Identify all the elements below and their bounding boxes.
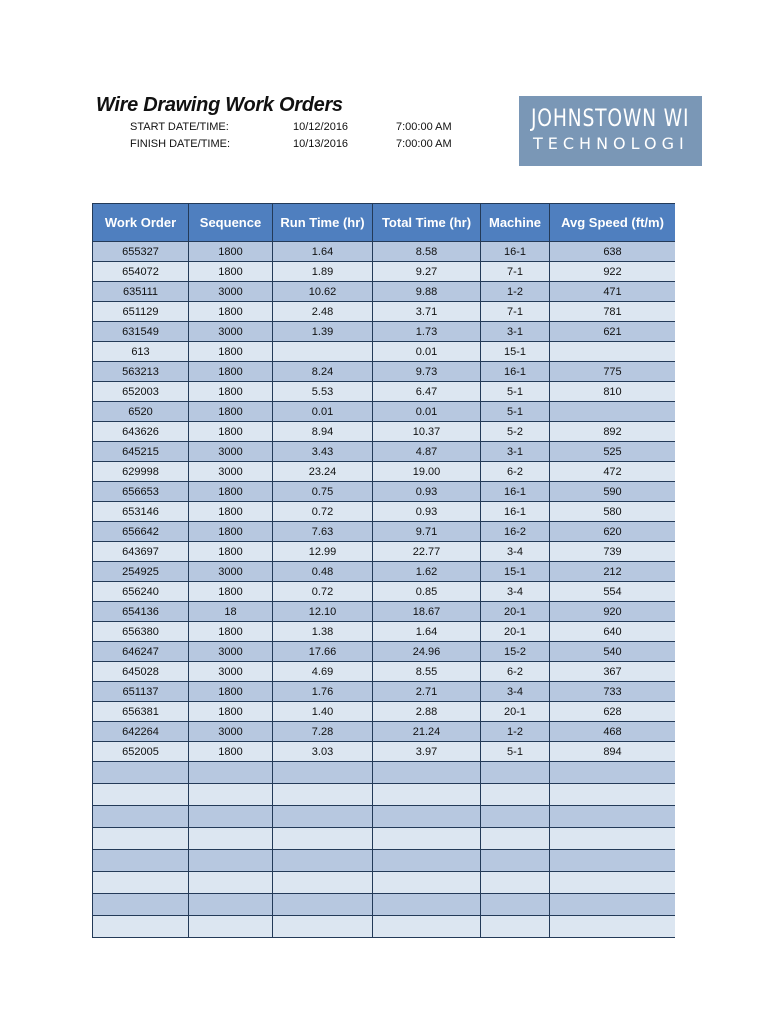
total-time-cell: 9.73 (373, 362, 481, 382)
sequence-cell: 1800 (189, 742, 273, 762)
work-orders-table (92, 203, 675, 938)
work-order-cell: 631549 (93, 322, 189, 342)
avg-speed-cell: 892 (550, 422, 676, 442)
run-time-cell (273, 342, 373, 362)
total-time-cell: 2.71 (373, 682, 481, 702)
sequence-cell: 3000 (189, 442, 273, 462)
work-order-cell: 645028 (93, 662, 189, 682)
company-logo (519, 96, 702, 166)
sequence-cell: 1800 (189, 622, 273, 642)
total-time-cell: 1.73 (373, 322, 481, 342)
avg-speed-cell: 922 (550, 262, 676, 282)
work-order-cell: 613 (93, 342, 189, 362)
total-time-cell: 9.71 (373, 522, 481, 542)
total-time-cell: 9.27 (373, 262, 481, 282)
total-time-cell: 9.88 (373, 282, 481, 302)
work-order-cell: 655327 (93, 242, 189, 262)
work-order-cell (93, 806, 189, 828)
run-time-cell: 23.24 (273, 462, 373, 482)
sequence-cell: 3000 (189, 642, 273, 662)
total-time-cell: 1.64 (373, 622, 481, 642)
machine-cell: 16-1 (481, 502, 550, 522)
machine-cell (481, 850, 550, 872)
machine-cell: 20-1 (481, 602, 550, 622)
run-time-cell: 17.66 (273, 642, 373, 662)
avg-speed-cell: 590 (550, 482, 676, 502)
sequence-cell: 1800 (189, 302, 273, 322)
work-order-cell: 656642 (93, 522, 189, 542)
table-row (93, 462, 676, 482)
avg-speed-cell: 540 (550, 642, 676, 662)
avg-speed-cell (550, 916, 676, 938)
table-row (93, 582, 676, 602)
work-order-cell: 651129 (93, 302, 189, 322)
run-time-cell (273, 784, 373, 806)
sequence-cell: 1800 (189, 422, 273, 442)
avg-speed-cell (550, 342, 676, 362)
total-time-cell: 8.55 (373, 662, 481, 682)
total-time-cell (373, 828, 481, 850)
avg-speed-cell: 781 (550, 302, 676, 322)
run-time-cell: 12.10 (273, 602, 373, 622)
work-order-cell (93, 828, 189, 850)
run-time-cell (273, 916, 373, 938)
work-order-cell: 652005 (93, 742, 189, 762)
table-row (93, 762, 676, 784)
avg-speed-cell (550, 828, 676, 850)
table-row (93, 642, 676, 662)
table-row (93, 622, 676, 642)
machine-cell: 15-1 (481, 342, 550, 362)
run-time-cell: 0.72 (273, 582, 373, 602)
sequence-cell: 1800 (189, 262, 273, 282)
machine-cell (481, 784, 550, 806)
machine-cell: 6-2 (481, 462, 550, 482)
avg-speed-cell: 775 (550, 362, 676, 382)
machine-cell: 1-2 (481, 282, 550, 302)
avg-speed-cell (550, 872, 676, 894)
run-time-cell: 0.72 (273, 502, 373, 522)
table-row (93, 682, 676, 702)
sequence-cell: 1800 (189, 242, 273, 262)
machine-cell: 15-2 (481, 642, 550, 662)
sequence-cell (189, 894, 273, 916)
total-time-cell: 22.77 (373, 542, 481, 562)
run-time-cell: 0.01 (273, 402, 373, 422)
run-time-cell: 5.53 (273, 382, 373, 402)
avg-speed-cell (550, 784, 676, 806)
avg-speed-cell: 367 (550, 662, 676, 682)
work-order-cell: 643626 (93, 422, 189, 442)
machine-cell (481, 894, 550, 916)
table-row (93, 342, 676, 362)
total-time-cell (373, 762, 481, 784)
total-time-cell: 8.58 (373, 242, 481, 262)
table-row (93, 916, 676, 938)
avg-speed-cell: 554 (550, 582, 676, 602)
run-time-cell (273, 894, 373, 916)
avg-speed-cell: 733 (550, 682, 676, 702)
machine-cell (481, 806, 550, 828)
table-body (93, 242, 676, 938)
header-avg-speed: Avg Speed (ft/m) (550, 204, 676, 242)
avg-speed-cell: 628 (550, 702, 676, 722)
table-row (93, 482, 676, 502)
run-time-cell (273, 850, 373, 872)
avg-speed-cell: 894 (550, 742, 676, 762)
run-time-cell (273, 762, 373, 784)
header-machine: Machine (481, 204, 550, 242)
total-time-cell: 0.01 (373, 402, 481, 422)
run-time-cell (273, 806, 373, 828)
sequence-cell: 1800 (189, 702, 273, 722)
machine-cell: 5-1 (481, 382, 550, 402)
work-order-cell: 642264 (93, 722, 189, 742)
sequence-cell: 1800 (189, 382, 273, 402)
total-time-cell (373, 872, 481, 894)
run-time-cell: 3.43 (273, 442, 373, 462)
sequence-cell: 1800 (189, 482, 273, 502)
table-row (93, 402, 676, 422)
finish-date: 10/13/2016 (293, 138, 349, 150)
machine-cell: 16-2 (481, 522, 550, 542)
sequence-cell: 1800 (189, 342, 273, 362)
sequence-cell (189, 828, 273, 850)
machine-cell: 5-2 (481, 422, 550, 442)
machine-cell: 15-1 (481, 562, 550, 582)
table-row (93, 242, 676, 262)
table-row (93, 302, 676, 322)
run-time-cell (273, 872, 373, 894)
work-order-cell: 653146 (93, 502, 189, 522)
machine-cell: 20-1 (481, 702, 550, 722)
avg-speed-cell (550, 402, 676, 422)
run-time-cell: 2.48 (273, 302, 373, 322)
work-order-cell: 254925 (93, 562, 189, 582)
sequence-cell: 1800 (189, 502, 273, 522)
sequence-cell: 3000 (189, 282, 273, 302)
total-time-cell: 1.62 (373, 562, 481, 582)
total-time-cell: 3.71 (373, 302, 481, 322)
run-time-cell: 12.99 (273, 542, 373, 562)
machine-cell (481, 828, 550, 850)
machine-cell: 5-1 (481, 402, 550, 422)
avg-speed-cell: 472 (550, 462, 676, 482)
total-time-cell: 0.93 (373, 502, 481, 522)
table-row (93, 602, 676, 622)
machine-cell: 7-1 (481, 302, 550, 322)
total-time-cell (373, 916, 481, 938)
sequence-cell: 1800 (189, 682, 273, 702)
work-order-cell: 629998 (93, 462, 189, 482)
sequence-cell: 3000 (189, 662, 273, 682)
run-time-cell: 1.39 (273, 322, 373, 342)
sequence-cell (189, 872, 273, 894)
total-time-cell: 18.67 (373, 602, 481, 622)
total-time-cell: 19.00 (373, 462, 481, 482)
total-time-cell: 3.97 (373, 742, 481, 762)
table-row (93, 382, 676, 402)
total-time-cell: 0.85 (373, 582, 481, 602)
table-row (93, 562, 676, 582)
finish-label: FINISH DATE/TIME: (130, 138, 231, 150)
machine-cell: 3-4 (481, 542, 550, 562)
sequence-cell: 3000 (189, 722, 273, 742)
work-order-cell: 656381 (93, 702, 189, 722)
header-work-order: Work Order (93, 204, 189, 242)
logo-text-line2: TECHNOLOGI (533, 134, 689, 153)
header-total-time: Total Time (hr) (373, 204, 481, 242)
machine-cell (481, 916, 550, 938)
work-order-cell (93, 850, 189, 872)
work-order-cell: 643697 (93, 542, 189, 562)
run-time-cell: 1.89 (273, 262, 373, 282)
work-order-cell: 563213 (93, 362, 189, 382)
table-row (93, 850, 676, 872)
sequence-cell (189, 806, 273, 828)
avg-speed-cell: 468 (550, 722, 676, 742)
table-header-row (93, 204, 676, 242)
table-row (93, 662, 676, 682)
table-row (93, 502, 676, 522)
table-row (93, 784, 676, 806)
finish-time: 7:00:00 AM (396, 138, 452, 150)
work-order-cell: 656240 (93, 582, 189, 602)
run-time-cell: 1.38 (273, 622, 373, 642)
run-time-cell: 1.64 (273, 242, 373, 262)
avg-speed-cell: 640 (550, 622, 676, 642)
work-order-cell (93, 762, 189, 784)
sequence-cell: 1800 (189, 582, 273, 602)
table-row (93, 322, 676, 342)
avg-speed-cell: 810 (550, 382, 676, 402)
work-order-cell: 656653 (93, 482, 189, 502)
machine-cell: 3-4 (481, 582, 550, 602)
machine-cell: 1-2 (481, 722, 550, 742)
avg-speed-cell: 638 (550, 242, 676, 262)
header-sequence: Sequence (189, 204, 273, 242)
logo-text-line1: JOHNSTOWN WI (531, 104, 690, 132)
machine-cell (481, 872, 550, 894)
total-time-cell (373, 850, 481, 872)
total-time-cell: 2.88 (373, 702, 481, 722)
avg-speed-cell: 621 (550, 322, 676, 342)
machine-cell: 7-1 (481, 262, 550, 282)
machine-cell: 16-1 (481, 242, 550, 262)
avg-speed-cell: 739 (550, 542, 676, 562)
machine-cell: 16-1 (481, 362, 550, 382)
table-row (93, 722, 676, 742)
avg-speed-cell (550, 762, 676, 784)
machine-cell (481, 762, 550, 784)
total-time-cell: 21.24 (373, 722, 481, 742)
total-time-cell (373, 784, 481, 806)
work-order-cell: 635111 (93, 282, 189, 302)
run-time-cell: 1.40 (273, 702, 373, 722)
sequence-cell: 1800 (189, 522, 273, 542)
avg-speed-cell: 212 (550, 562, 676, 582)
sequence-cell: 3000 (189, 562, 273, 582)
run-time-cell: 4.69 (273, 662, 373, 682)
total-time-cell (373, 806, 481, 828)
machine-cell: 3-4 (481, 682, 550, 702)
avg-speed-cell: 471 (550, 282, 676, 302)
total-time-cell: 0.01 (373, 342, 481, 362)
start-date: 10/12/2016 (293, 121, 349, 133)
work-order-cell: 656380 (93, 622, 189, 642)
machine-cell: 3-1 (481, 442, 550, 462)
table-row (93, 806, 676, 828)
start-label: START DATE/TIME: (130, 121, 229, 133)
work-order-cell (93, 894, 189, 916)
run-time-cell: 1.76 (273, 682, 373, 702)
sequence-cell: 1800 (189, 542, 273, 562)
sequence-cell (189, 762, 273, 784)
total-time-cell (373, 894, 481, 916)
run-time-cell: 8.24 (273, 362, 373, 382)
sequence-cell: 1800 (189, 362, 273, 382)
work-order-cell (93, 916, 189, 938)
table-row (93, 828, 676, 850)
sequence-cell (189, 916, 273, 938)
total-time-cell: 6.47 (373, 382, 481, 402)
avg-speed-cell (550, 850, 676, 872)
run-time-cell: 3.03 (273, 742, 373, 762)
sequence-cell: 3000 (189, 462, 273, 482)
total-time-cell: 10.37 (373, 422, 481, 442)
sequence-cell (189, 784, 273, 806)
table-row (93, 362, 676, 382)
avg-speed-cell: 525 (550, 442, 676, 462)
work-orders-table-container (92, 203, 675, 938)
table-row (93, 262, 676, 282)
header-run-time: Run Time (hr) (273, 204, 373, 242)
avg-speed-cell (550, 894, 676, 916)
avg-speed-cell: 620 (550, 522, 676, 542)
work-order-cell: 6520 (93, 402, 189, 422)
table-row (93, 542, 676, 562)
run-time-cell (273, 828, 373, 850)
sequence-cell: 1800 (189, 402, 273, 422)
machine-cell: 16-1 (481, 482, 550, 502)
page-title: Wire Drawing Work Orders (96, 94, 343, 116)
table-row (93, 282, 676, 302)
run-time-cell: 7.28 (273, 722, 373, 742)
table-row (93, 522, 676, 542)
run-time-cell: 0.48 (273, 562, 373, 582)
avg-speed-cell: 920 (550, 602, 676, 622)
work-order-cell (93, 784, 189, 806)
work-order-cell (93, 872, 189, 894)
total-time-cell: 24.96 (373, 642, 481, 662)
work-order-cell: 645215 (93, 442, 189, 462)
table-row (93, 442, 676, 462)
start-time: 7:00:00 AM (396, 121, 452, 133)
sequence-cell: 18 (189, 602, 273, 622)
total-time-cell: 4.87 (373, 442, 481, 462)
run-time-cell: 7.63 (273, 522, 373, 542)
sequence-cell (189, 850, 273, 872)
work-order-cell: 651137 (93, 682, 189, 702)
table-row (93, 894, 676, 916)
table-row (93, 702, 676, 722)
table-row (93, 742, 676, 762)
table-row (93, 422, 676, 442)
work-order-cell: 652003 (93, 382, 189, 402)
work-order-cell: 654136 (93, 602, 189, 622)
avg-speed-cell (550, 806, 676, 828)
work-order-cell: 654072 (93, 262, 189, 282)
avg-speed-cell: 580 (550, 502, 676, 522)
machine-cell: 6-2 (481, 662, 550, 682)
run-time-cell: 8.94 (273, 422, 373, 442)
run-time-cell: 0.75 (273, 482, 373, 502)
machine-cell: 20-1 (481, 622, 550, 642)
total-time-cell: 0.93 (373, 482, 481, 502)
machine-cell: 3-1 (481, 322, 550, 342)
run-time-cell: 10.62 (273, 282, 373, 302)
machine-cell: 5-1 (481, 742, 550, 762)
sequence-cell: 3000 (189, 322, 273, 342)
work-order-cell: 646247 (93, 642, 189, 662)
table-row (93, 872, 676, 894)
